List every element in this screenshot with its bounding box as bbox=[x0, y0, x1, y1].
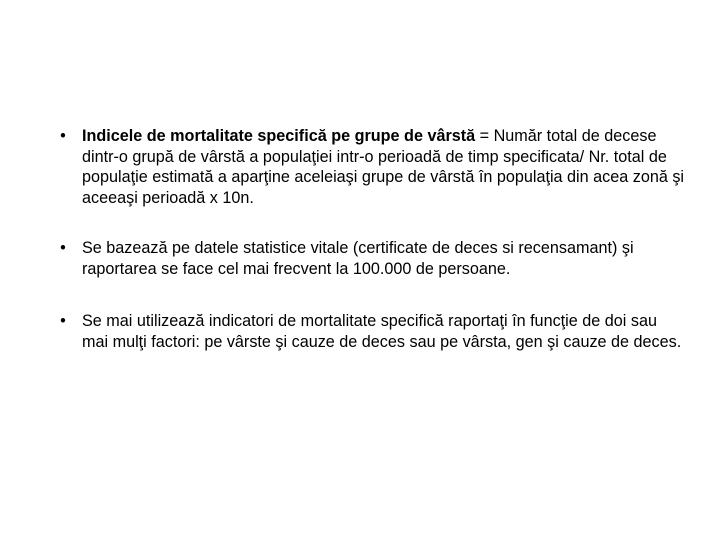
bullet-marker: • bbox=[60, 239, 66, 257]
bullet-marker: • bbox=[60, 127, 66, 145]
bullet-item-specific-mortality-index bbox=[56, 126, 686, 208]
bullet-list bbox=[56, 126, 686, 382]
bullet-item-multiple-factors bbox=[56, 311, 686, 352]
bullet-text: Se bazează pe datele statistice vitale (certificate de deces si recensamant) şi raportarea se face cel mai frecvent la 100.000 de persoane. bbox=[82, 239, 634, 278]
bullet-bold-term: Indicele de mortalitate specifică pe grupe de vârstă bbox=[82, 127, 476, 145]
bullet-marker: • bbox=[60, 312, 66, 330]
bullet-item-vital-statistics bbox=[56, 238, 686, 279]
bullet-text: = Număr total de decese dintr‑o grupă de vârstă a populaţiei intr-o perioadă de timp specificata/ Nr. total de populaţie estimată a aparţine aceleiaşi grupe de vârstă în populaţia din acea zonă şi aceeaşi perioadă x 10n. bbox=[82, 127, 685, 207]
bullet-text: Se mai utilizează indicatori de mortalitate specifică raportaţi în funcţie de doi sau mai mulţi factori: pe vârste şi cauze de deces sau pe vârsta, gen şi cauze de deces. bbox=[82, 312, 682, 351]
